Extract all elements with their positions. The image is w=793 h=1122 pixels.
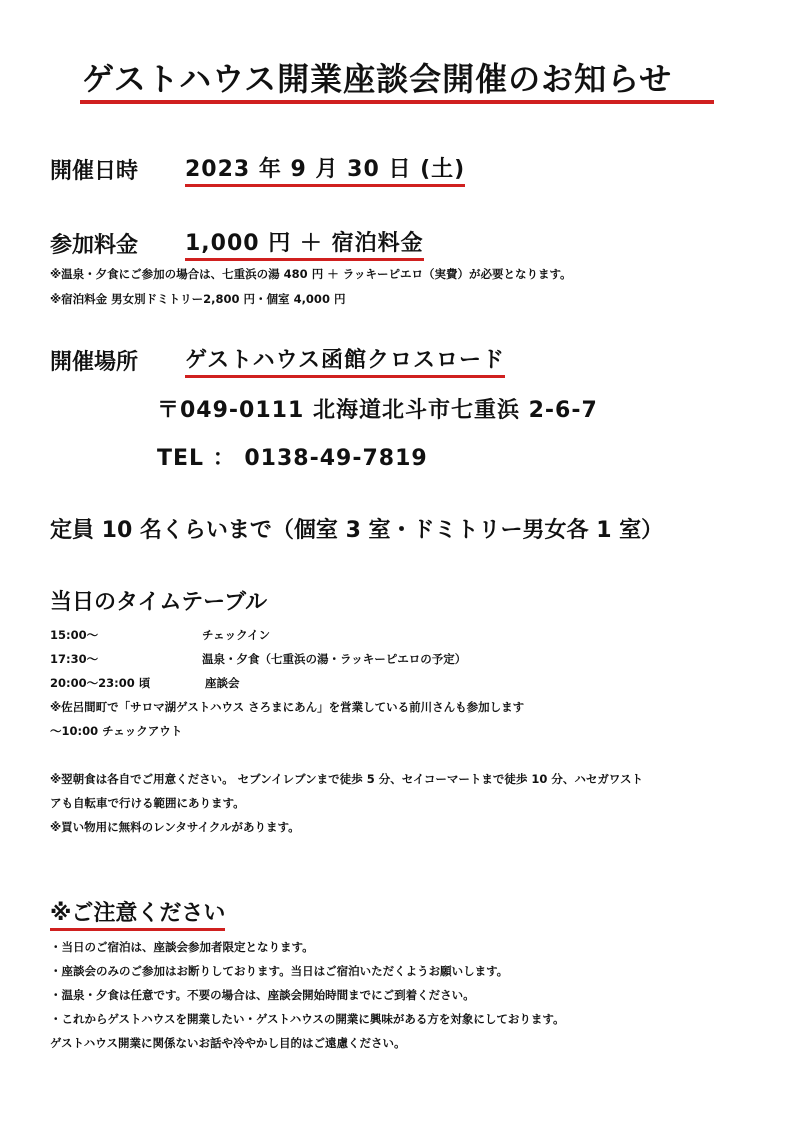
timetable-heading: 当日のタイムテーブル bbox=[50, 590, 268, 615]
capacity-text: 定員 10 名くらいまで（個室 3 室・ドミトリー男女各 1 室） bbox=[50, 518, 664, 543]
timetable-event: 温泉・夕食（七重浜の湯・ラッキーピエロの予定） bbox=[202, 652, 467, 666]
date-value: 2023 年 9 月 30 日 (土) bbox=[185, 152, 465, 187]
info-line: ※買い物用に無料のレンタサイクルがあります。 bbox=[50, 820, 300, 834]
timetable-event: チェックイン bbox=[202, 628, 271, 642]
info-line: アも自転車で行ける範囲にあります。 bbox=[50, 796, 245, 810]
timetable-note: ※佐呂間町で「サロマ湖ゲストハウス さろまにあん」を営業している前川さんも参加します bbox=[50, 700, 525, 714]
timetable-time: 15:00〜 bbox=[50, 628, 99, 642]
timetable-time: 20:00〜23:00 頃 bbox=[50, 676, 151, 690]
fee-note: ※温泉・夕食にご参加の場合は、七重浜の湯 480 円 ＋ ラッキーピエロ（実費）が必要となります。 bbox=[50, 267, 572, 281]
caution-item: ・これからゲストハウスを開業したい・ゲストハウスの開業に興味がある方を対象にしております。 bbox=[50, 1012, 565, 1026]
venue-tel: TEL ： 0138-49-7819 bbox=[157, 446, 428, 471]
date-label: 開催日時 bbox=[50, 159, 139, 184]
timetable-checkout: 〜10:00 チェックアウト bbox=[50, 724, 183, 738]
caution-item: ・温泉・夕食は任意です。不要の場合は、座談会開始時間までにご到着ください。 bbox=[50, 988, 475, 1002]
timetable-time: 17:30〜 bbox=[50, 652, 99, 666]
fee-label: 参加料金 bbox=[50, 233, 139, 258]
title-underline bbox=[80, 100, 714, 104]
fee-note: ※宿泊料金 男女別ドミトリー2,800 円・個室 4,000 円 bbox=[50, 292, 346, 306]
caution-heading: ※ご注意ください bbox=[50, 896, 225, 931]
caution-item: ゲストハウス開業に関係ないお話や冷やかし目的はご遠慮ください。 bbox=[50, 1036, 406, 1050]
venue-address: 〒049-0111 北海道北斗市七重浜 2-6-7 bbox=[157, 398, 598, 423]
caution-item: ・当日のご宿泊は、座談会参加者限定となります。 bbox=[50, 940, 314, 954]
fee-value: 1,000 円 ＋ 宿泊料金 bbox=[185, 226, 424, 261]
caution-item: ・座談会のみのご参加はお断りしております。当日はご宿泊いただくようお願いします。 bbox=[50, 964, 509, 978]
info-line: ※翌朝食は各自でご用意ください。 セブンイレブンまで徒歩 5 分、セイコーマートまで徒歩 10 分、ハセガワスト bbox=[50, 772, 644, 786]
venue-label: 開催場所 bbox=[50, 350, 139, 375]
timetable-event: 座談会 bbox=[205, 676, 240, 690]
page-title: ゲストハウス開業座談会開催のお知らせ bbox=[82, 60, 673, 98]
venue-name: ゲストハウス函館クロスロード bbox=[185, 343, 505, 378]
